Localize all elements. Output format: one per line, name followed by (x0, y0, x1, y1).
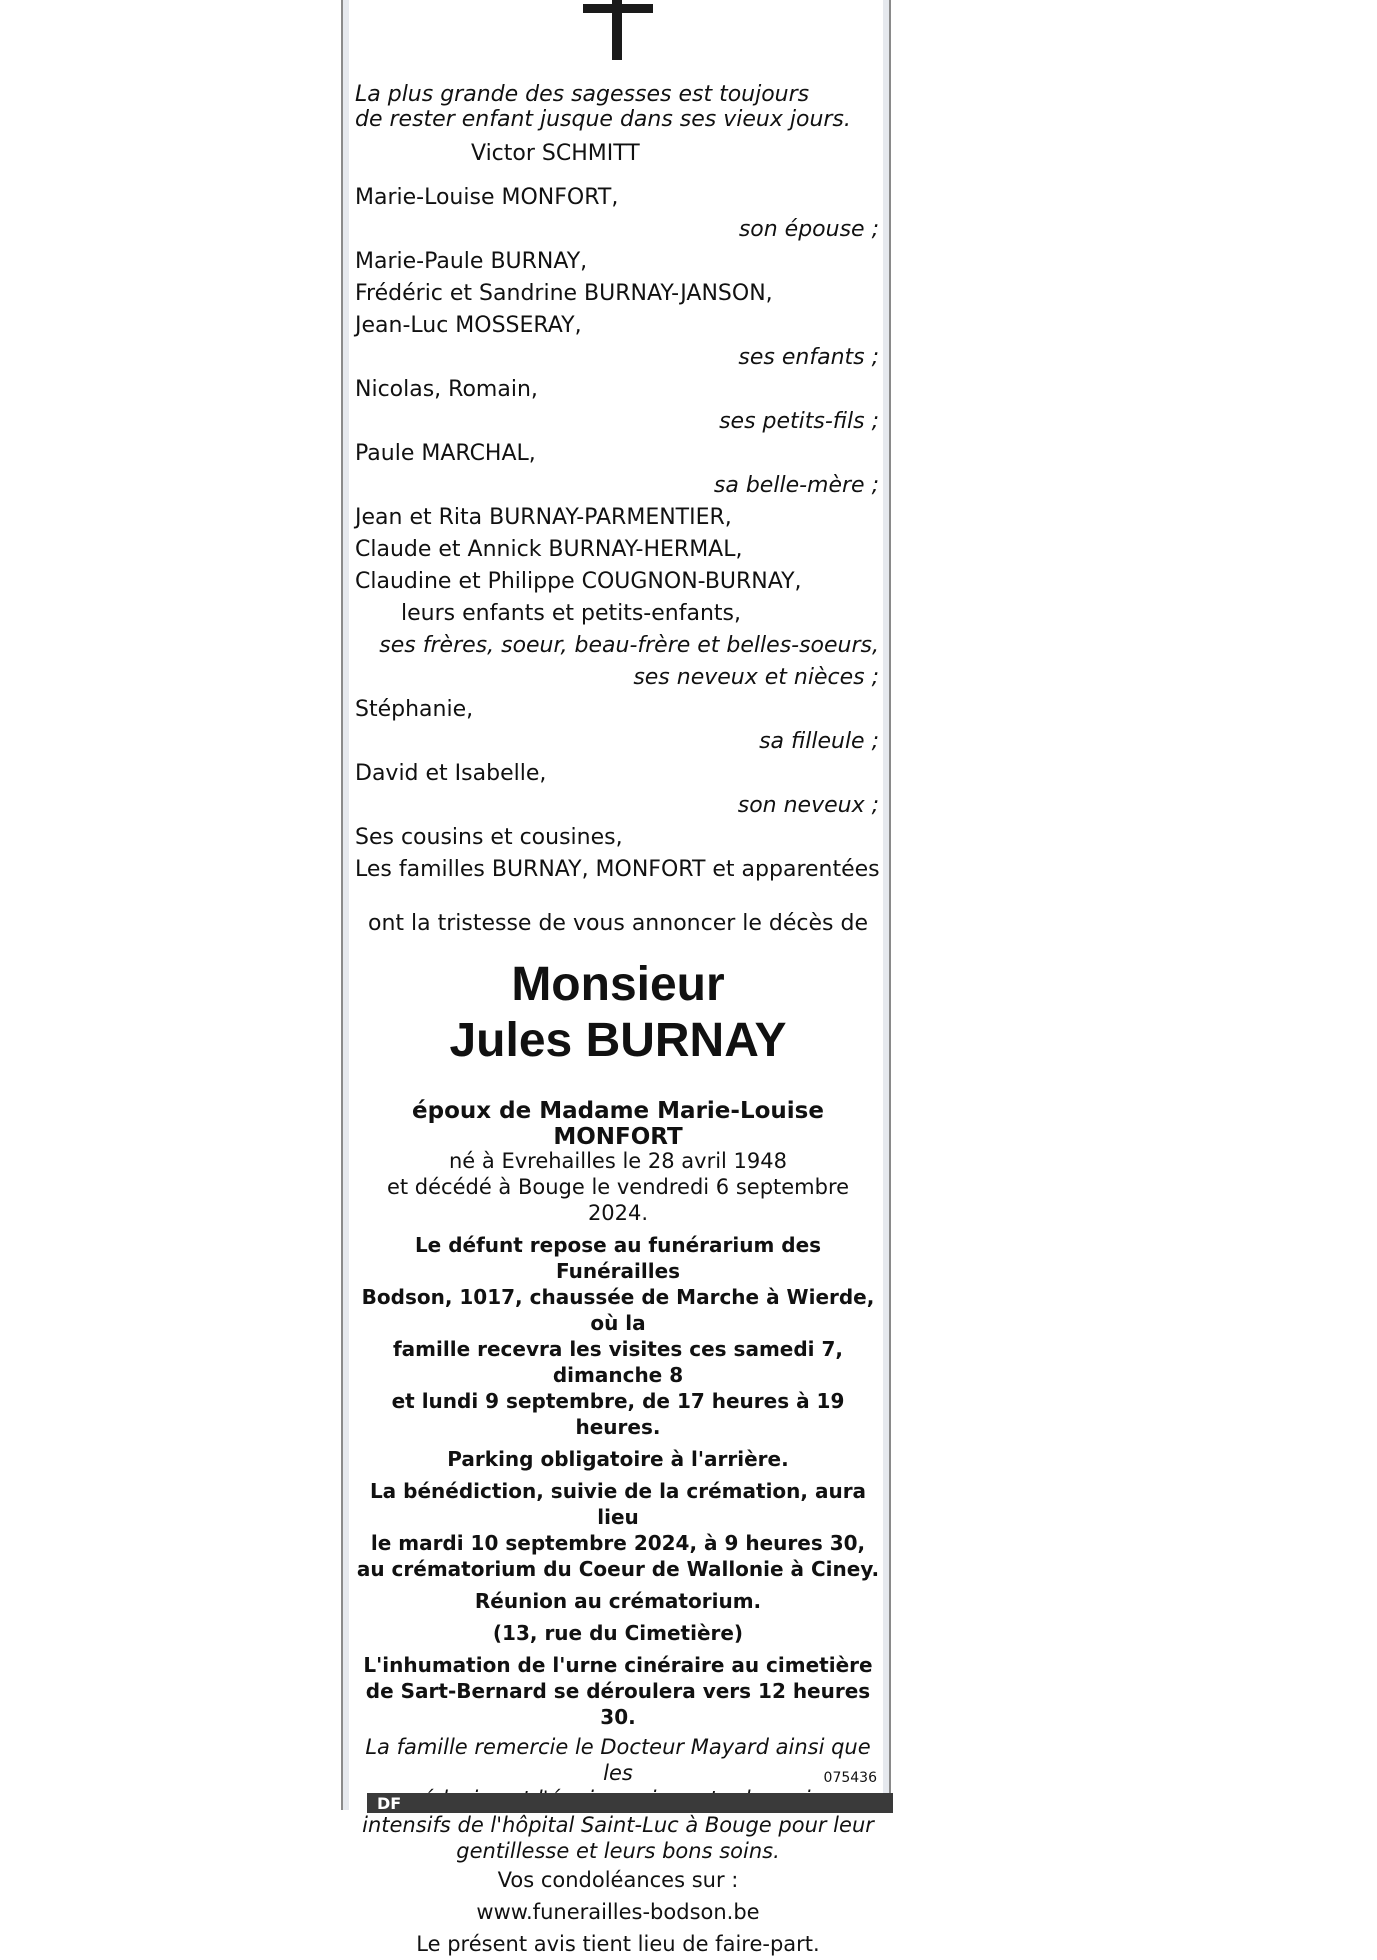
relation-label: son neveux ; (737, 793, 879, 818)
thanks-line: intensifs de l'hôpital Saint-Luc à Bouge pour leur (362, 1813, 874, 1837)
deceased-title: Monsieur (511, 958, 725, 1011)
funeral-details (355, 1148, 881, 1960)
thanks-line: La famille remercie le Docteur Mayard ainsi que les (365, 1735, 871, 1785)
address-info: (13, rue du Cimetière) (492, 1621, 744, 1645)
relation-label: ses enfants ; (738, 345, 879, 370)
relation-label: ses frères, soeur, beau-frère et belles-soeurs, (379, 633, 879, 658)
burial-line: de Sart-Bernard se déroulera vers 12 heures 30. (365, 1679, 871, 1729)
family-member: Les familles BURNAY, MONFORT et apparentées (355, 857, 880, 882)
deceased-fullname: Jules BURNAY (449, 1014, 787, 1067)
visitation-line: Le défunt repose au funérarium des Funérailles (414, 1233, 822, 1283)
family-member: David et Isabelle, (355, 761, 547, 786)
family-member: Marie-Paule BURNAY, (355, 249, 588, 274)
birth-line: né à Evrehailles le 28 avril 1948 (449, 1149, 787, 1173)
obituary-notice (341, 0, 891, 1956)
faire-part-notice: Le présent avis tient lieu de faire-part. (416, 1932, 820, 1956)
burial-line: L'inhumation de l'urne cinéraire au cimetière (363, 1653, 873, 1677)
quote-author: Victor SCHMITT (471, 141, 640, 166)
condolences-label: Vos condoléances sur : (497, 1868, 739, 1892)
ceremony-line: au crématorium du Coeur de Wallonie à Ciney. (356, 1557, 880, 1581)
relation-label: son épouse ; (738, 217, 879, 242)
death-line: et décédé à Bouge le vendredi 6 septembre 2024. (386, 1175, 850, 1225)
visitation-line: Bodson, 1017, chaussée de Marche à Wierde, où la (361, 1285, 875, 1335)
ceremony-info (355, 1478, 881, 1582)
family-member: Jean et Rita BURNAY-PARMENTIER, (355, 505, 732, 530)
family-member: leurs enfants et petits-enfants, (401, 601, 741, 626)
relation-label: ses petits-fils ; (719, 409, 879, 434)
burial-info (355, 1652, 881, 1730)
website-link[interactable]: www.funerailles-bodson.be (476, 1900, 760, 1924)
reference-number: 075436 (823, 1770, 877, 1786)
funeral-home-logo: DF (377, 1794, 402, 1813)
relation-label: sa belle-mère ; (713, 473, 879, 498)
visitation-line: famille recevra les visites ces samedi 7, dimanche 8 (392, 1337, 843, 1387)
spouse-line: époux de Madame Marie-Louise MONFORT (412, 1098, 824, 1150)
family-member: Claudine et Philippe COUGNON-BURNAY, (355, 569, 802, 594)
parking-info: Parking obligatoire à l'arrière. (447, 1447, 789, 1471)
family-member: Paule MARCHAL, (355, 441, 536, 466)
family-list (355, 182, 881, 886)
family-member: Frédéric et Sandrine BURNAY-JANSON, (355, 281, 773, 306)
family-member: Jean-Luc MOSSERAY, (355, 313, 582, 338)
deceased-name (355, 957, 881, 1069)
family-member: Ses cousins et cousines, (355, 825, 623, 850)
ceremony-line: le mardi 10 septembre 2024, à 9 heures 30, (370, 1531, 866, 1555)
quote-line: La plus grande des sagesses est toujours (355, 82, 810, 107)
family-member: Marie-Louise MONFORT, (355, 185, 619, 210)
footer-bar (367, 1793, 893, 1813)
relation-label: ses neveux et nièces ; (633, 665, 879, 690)
quote-line: de rester enfant jusque dans ses vieux jours. (355, 107, 851, 132)
visitation-line: et lundi 9 septembre, de 17 heures à 19 heures. (391, 1389, 845, 1439)
relation-label: sa filleule ; (759, 729, 879, 754)
family-member: Nicolas, Romain, (355, 377, 538, 402)
family-member: Claude et Annick BURNAY-HERMAL, (355, 537, 743, 562)
epigraph-quote (355, 82, 851, 132)
visitation-info (355, 1232, 881, 1440)
family-member: Stéphanie, (355, 697, 474, 722)
announcement: ont la tristesse de vous annoncer le décès de (367, 911, 868, 936)
thanks-line: gentillesse et leurs bons soins. (456, 1839, 780, 1863)
ceremony-line: La bénédiction, suivie de la crémation, aura lieu (369, 1479, 867, 1529)
cross-icon (583, 0, 647, 62)
meeting-info: Réunion au crématorium. (474, 1589, 762, 1613)
